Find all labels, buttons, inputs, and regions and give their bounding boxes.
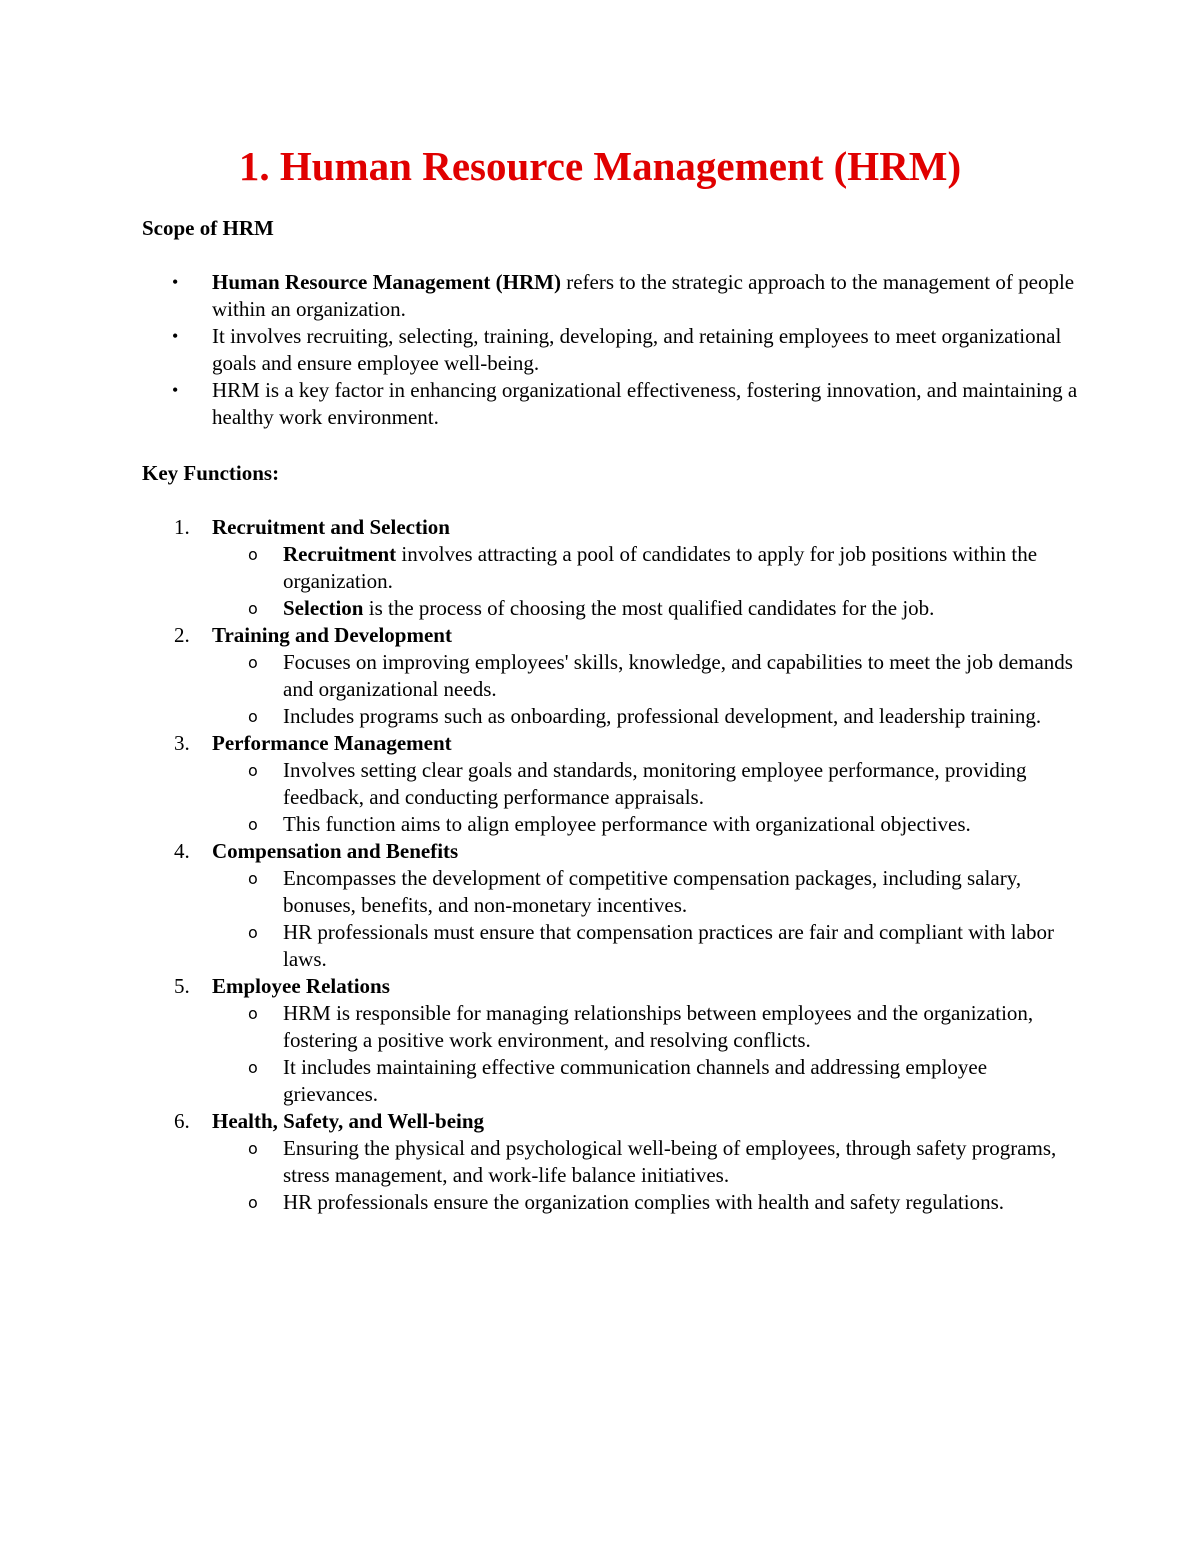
circle-bullet-icon: o (248, 545, 258, 564)
scope-bullet-text: It involves recruiting, selecting, training, developing, and retaining employees to meet organizational goals and ensure employee well-being. (212, 324, 1062, 375)
function-number: 5. (174, 974, 190, 998)
function-points (212, 1000, 1082, 1108)
circle-bullet-icon: o (248, 815, 258, 834)
function-title: Performance Management (212, 731, 452, 755)
function-number: 4. (174, 839, 190, 863)
circle-bullet-icon: o (248, 1058, 258, 1077)
function-point-text: Focuses on improving employees' skills, knowledge, and capabilities to meet the job demands and organizational needs. (283, 650, 1073, 701)
circle-bullet-icon: o (248, 599, 258, 618)
function-points (212, 757, 1082, 838)
function-point-text: Ensuring the physical and psychological well-being of employees, through safety programs, stress management, and work-life balance initiatives. (283, 1136, 1057, 1187)
function-points (212, 865, 1082, 973)
scope-bullet-lead: Human Resource Management (HRM) (212, 270, 561, 294)
function-title: Training and Development (212, 623, 452, 647)
function-item-compensation (142, 838, 1082, 973)
function-item-health-safety (142, 1108, 1082, 1216)
function-point (212, 919, 1082, 973)
function-point (212, 595, 1082, 622)
key-functions-list (142, 514, 1082, 1216)
function-point-lead: Recruitment (283, 542, 397, 566)
key-functions-heading: Key Functions: (142, 461, 280, 485)
function-point-text: It includes maintaining effective communication channels and addressing employee grievances. (283, 1055, 988, 1106)
function-point-text: is the process of choosing the most qualified candidates for the job. (363, 596, 935, 620)
scope-bullet-text: refers to the strategic approach to the management of people within an organization. (212, 270, 1075, 321)
function-number: 1. (174, 515, 190, 539)
function-title: Health, Safety, and Well-being (212, 1109, 485, 1133)
circle-bullet-icon: o (248, 653, 258, 672)
function-point-text: HR professionals ensure the organization complies with health and safety regulations. (283, 1190, 1005, 1214)
function-point-text: This function aims to align employee performance with organizational objectives. (283, 812, 971, 836)
scope-bullet (142, 269, 1082, 323)
circle-bullet-icon: o (248, 923, 258, 942)
function-point (212, 703, 1082, 730)
circle-bullet-icon: o (248, 761, 258, 780)
function-point (212, 541, 1082, 595)
scope-bullet (142, 377, 1082, 431)
function-item-performance (142, 730, 1082, 838)
function-item-training (142, 622, 1082, 730)
function-point (212, 865, 1082, 919)
function-point-text: Includes programs such as onboarding, professional development, and leadership training. (283, 704, 1042, 728)
function-item-recruitment (142, 514, 1082, 622)
document-title: 1. Human Resource Management (HRM) (238, 143, 962, 189)
circle-bullet-icon: o (248, 1139, 258, 1158)
function-point (212, 1000, 1082, 1054)
function-point-text: Involves setting clear goals and standards, monitoring employee performance, providing feedback, and conducting performance appraisals. (283, 758, 1027, 809)
circle-bullet-icon: o (248, 707, 258, 726)
function-point-text: involves attracting a pool of candidates to apply for job positions within the organization. (283, 542, 1038, 593)
function-point (212, 811, 1082, 838)
function-number: 6. (174, 1109, 190, 1133)
scope-bullet-list (142, 269, 1082, 431)
function-point (212, 757, 1082, 811)
function-item-employee-relations (142, 973, 1082, 1108)
function-point (212, 649, 1082, 703)
function-point (212, 1189, 1082, 1216)
function-points (212, 541, 1082, 622)
function-title: Recruitment and Selection (212, 515, 450, 539)
function-number: 2. (174, 623, 190, 647)
function-title: Employee Relations (212, 974, 390, 998)
bullet-icon: • (172, 272, 179, 292)
circle-bullet-icon: o (248, 869, 258, 888)
function-point (212, 1135, 1082, 1189)
bullet-icon: • (172, 326, 179, 346)
function-point-text: HR professionals must ensure that compensation practices are fair and compliant with labor laws. (283, 920, 1054, 971)
scope-bullet-text: HRM is a key factor in enhancing organizational effectiveness, fostering innovation, and maintaining a healthy work environment. (212, 378, 1078, 429)
function-point-lead: Selection (283, 596, 364, 620)
function-point (212, 1054, 1082, 1108)
circle-bullet-icon: o (248, 1193, 258, 1212)
function-title: Compensation and Benefits (212, 839, 459, 863)
function-point-text: HRM is responsible for managing relationships between employees and the organization, fostering a positive work environment, and resolving conflicts. (283, 1001, 1034, 1052)
function-points (212, 1135, 1082, 1216)
function-number: 3. (174, 731, 190, 755)
circle-bullet-icon: o (248, 1004, 258, 1023)
scope-bullet (142, 323, 1082, 377)
function-point-text: Encompasses the development of competitive compensation packages, including salary, bonuses, benefits, and non-monetary incentives. (283, 866, 1022, 917)
function-points (212, 649, 1082, 730)
scope-heading: Scope of HRM (142, 216, 274, 240)
bullet-icon: • (172, 380, 179, 400)
